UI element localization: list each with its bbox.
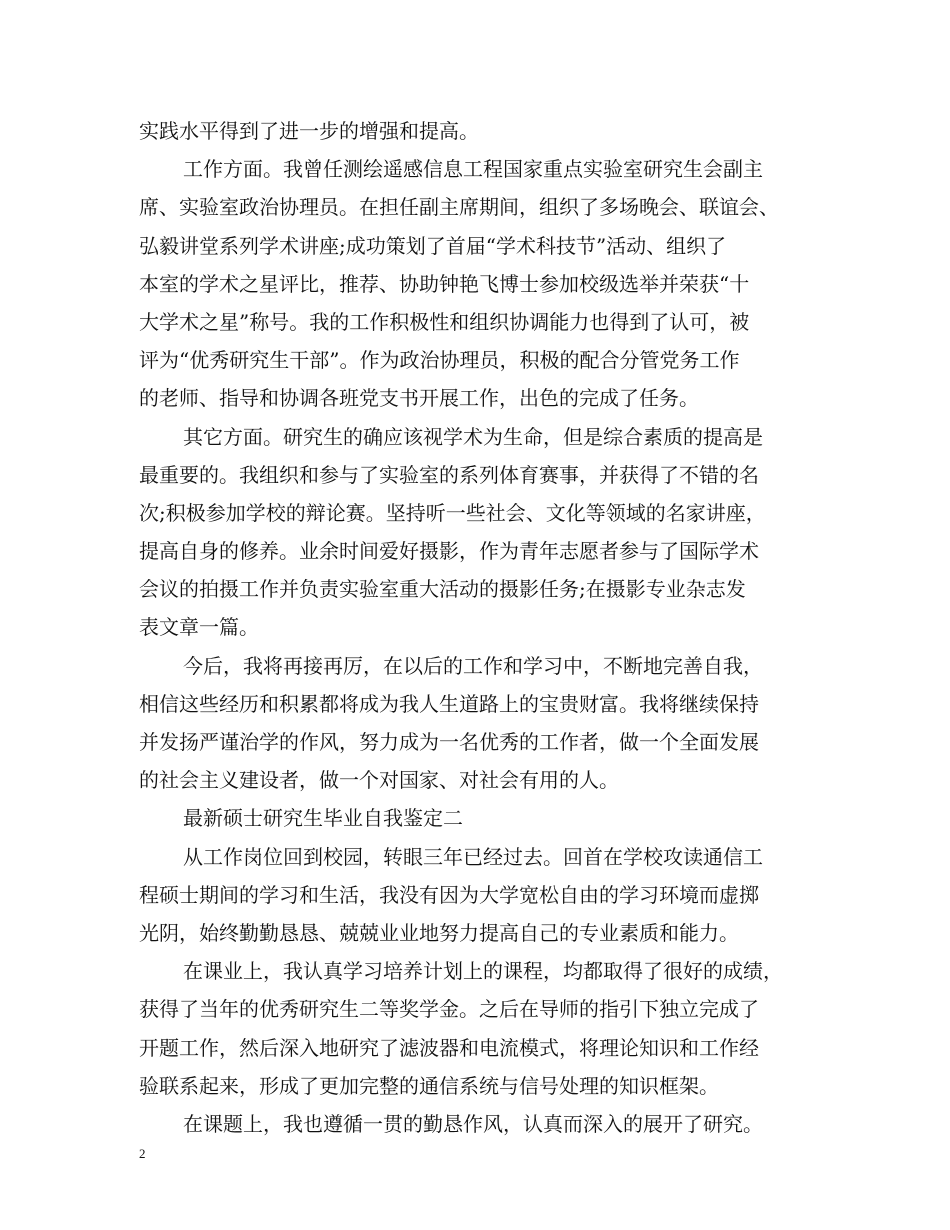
text-line: 并发扬严谨治学的作风，努力成为一名优秀的工作者，做一个全面发展 — [139, 730, 759, 754]
text-line: 光阴，始终勤勤恳恳、兢兢业业地努力提高自己的专业素质和能力。 — [139, 920, 739, 945]
paragraph-start-line: 从工作岗位回到校园，转眼三年已经过去。回首在学校攻读通信工 — [183, 844, 763, 869]
text-line: 的社会主义建设者，做一个对国家、对社会有用的人。 — [139, 768, 619, 793]
paragraph-start-line: 在课业上，我认真学习培养计划上的课程，均都取得了很好的成绩， — [183, 959, 783, 984]
text-line: 表文章一篇。 — [139, 615, 259, 640]
text-line: 相信这些经历和积累都将成为我人生道路上的宝贵财富。我将继续保持 — [139, 691, 759, 716]
paragraph-start-line: 今后，我将再接再厉，在以后的工作和学习中，不断地完善自我， — [183, 653, 763, 678]
section-heading: 最新硕士研究生毕业自我鉴定二 — [183, 806, 463, 831]
text-line: 会议的拍摄工作并负责实验室重大活动的摄影任务;在摄影专业杂志发 — [139, 577, 746, 602]
page-number: 2 — [139, 1146, 146, 1161]
text-line: 本室的学术之星评比，推荐、协助钟艳飞博士参加校级选举并荣获“十 — [139, 271, 750, 296]
paragraph-start-line: 在课题上，我也遵循一贯的勤恳作风，认真而深入的展开了研究。 — [183, 1111, 763, 1136]
text-line: 席、实验室政治协理员。在担任副主席期间，组织了多场晚会、联谊会、 — [139, 195, 779, 220]
text-line: 的老师、指导和协调各班党支书开展工作，出色的完成了任务。 — [139, 386, 699, 411]
text-line: 验联系起来，形成了更加完整的通信系统与信号处理的知识框架。 — [139, 1073, 719, 1098]
text-line: 评为“优秀研究生干部”。作为政治协理员，积极的配合分管党务工作 — [139, 348, 740, 373]
text-line: 最重要的。我组织和参与了实验室的系列体育赛事，并获得了不错的名 — [139, 462, 759, 487]
text-line: 实践水平得到了进一步的增强和提高。 — [139, 119, 479, 143]
text-line: 弘毅讲堂系列学术讲座;成功策划了首届“学术科技节”活动、组织了 — [139, 233, 727, 258]
document-body — [139, 112, 829, 1143]
text-line: 开题工作，然后深入地研究了滤波器和电流模式，将理论知识和工作经 — [139, 1035, 759, 1060]
text-line: 提高自身的修养。业余时间爱好摄影，作为青年志愿者参与了国际学术 — [139, 539, 759, 564]
text-line: 程硕士期间的学习和生活，我没有因为大学宽松自由的学习环境而虚掷 — [139, 882, 759, 907]
paragraph-start-line: 工作方面。我曾任测绘遥感信息工程国家重点实验室研究生会副主 — [183, 157, 763, 182]
text-line: 获得了当年的优秀研究生二等奖学金。之后在导师的指引下独立完成了 — [139, 997, 759, 1022]
paragraph-start-line: 其它方面。研究生的确应该视学术为生命，但是综合素质的提高是 — [183, 424, 763, 449]
text-line: 次;积极参加学校的辩论赛。坚持听一些社会、文化等领域的名家讲座， — [139, 500, 766, 525]
text-line: 大学术之星”称号。我的工作积极性和组织协调能力也得到了认可，被 — [139, 309, 750, 334]
